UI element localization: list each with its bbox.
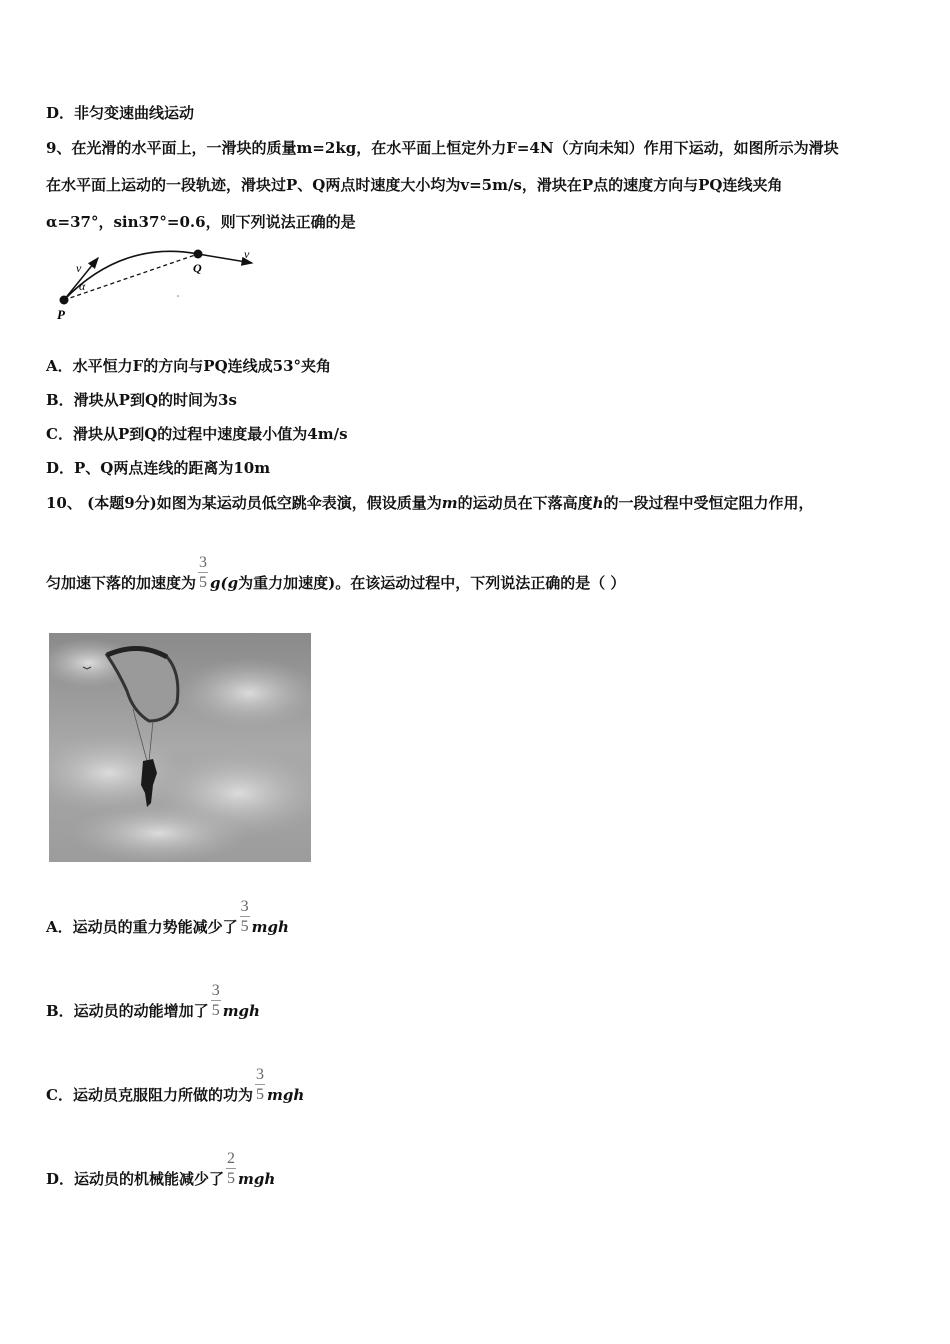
q9-stem-line1: 9、在光滑的水平面上，一滑块的质量m=2kg，在水平面上恒定外力F=4N（方向未知）作用下运动，如图所示为滑块 (46, 139, 839, 157)
q10-stem-text-1: 10、 (本题9分)如图为某运动员低空跳伞表演，假设质量为 (46, 494, 442, 512)
q10-option-a-text: A．运动员的重力势能减少了 (46, 918, 238, 936)
q10-option-b-text: B．运动员的动能增加了 (46, 1002, 209, 1020)
q10-option-b-fraction: $\frac{3}{5}$ (211, 982, 220, 1019)
q10-option-a-mgh: mgh (251, 917, 289, 936)
pq-dashed-line (64, 254, 198, 300)
q10-option-a (46, 896, 289, 937)
q9-stem-line2: 在水平面上运动的一段轨迹，滑块过P、Q两点时速度大小均为v=5m/s，滑块在P点的速度方向与PQ连线夹角 (46, 176, 783, 194)
label-p: P (57, 307, 65, 322)
q9-option-d: D．P、Q两点连线的距离为10m (46, 459, 271, 477)
trajectory-diagram (52, 244, 272, 324)
q10-option-d-mgh: mgh (238, 1169, 276, 1188)
label-v-p: v (76, 261, 82, 275)
q10-option-c (46, 1064, 304, 1105)
q10-stem-text-4: 匀加速下落的加速度为 (46, 574, 197, 592)
skydiver-photo (49, 633, 311, 862)
symbol-m: m (441, 494, 458, 512)
q9-option-b: B．滑块从P到Q的时间为3s (46, 391, 237, 409)
q10-stem-text-2: 的运动员在下落高度 (457, 494, 593, 512)
q10-stem-text-3: 的一段过程中受恒定阻力作用， (603, 494, 814, 512)
q10-option-c-text: C．运动员克服阻力所做的功为 (46, 1086, 253, 1104)
q10-stem-line1 (46, 492, 814, 513)
point-q (194, 250, 203, 259)
fraction-three-fifths: $\frac{3}{5}$ (199, 554, 208, 591)
q8-option-d: D．非匀变速曲线运动 (46, 104, 195, 122)
symbol-h: h (592, 494, 604, 512)
q10-option-c-mgh: mgh (266, 1085, 305, 1104)
q10-stem-text-5: 为重力加速度)。在该运动过程中，下列说法正确的是（ ） (238, 574, 626, 592)
label-q: Q (193, 261, 202, 275)
q9-stem-line3: α=37°，sin37°=0.6，则下列说法正确的是 (46, 213, 356, 231)
q10-stem-line2 (46, 552, 625, 593)
q9-option-a: A．水平恒力F的方向与PQ连线成53°夹角 (46, 357, 332, 375)
symbol-g: g(g (210, 573, 239, 592)
q10-option-d-fraction: $\frac{2}{5}$ (227, 1150, 236, 1187)
point-p (60, 296, 69, 305)
q10-option-d-text: D．运动员的机械能减少了 (46, 1170, 225, 1188)
q10-option-a-fraction: $\frac{3}{5}$ (240, 898, 249, 935)
label-v-q: v (244, 247, 250, 261)
label-alpha: α (79, 279, 86, 293)
q9-option-c: C．滑块从P到Q的过程中速度最小值为4m/s (46, 425, 348, 443)
q10-option-b (46, 980, 260, 1021)
q10-option-c-fraction: $\frac{3}{5}$ (255, 1066, 264, 1103)
q10-option-d (46, 1148, 275, 1189)
q10-option-b-mgh: mgh (222, 1001, 260, 1020)
